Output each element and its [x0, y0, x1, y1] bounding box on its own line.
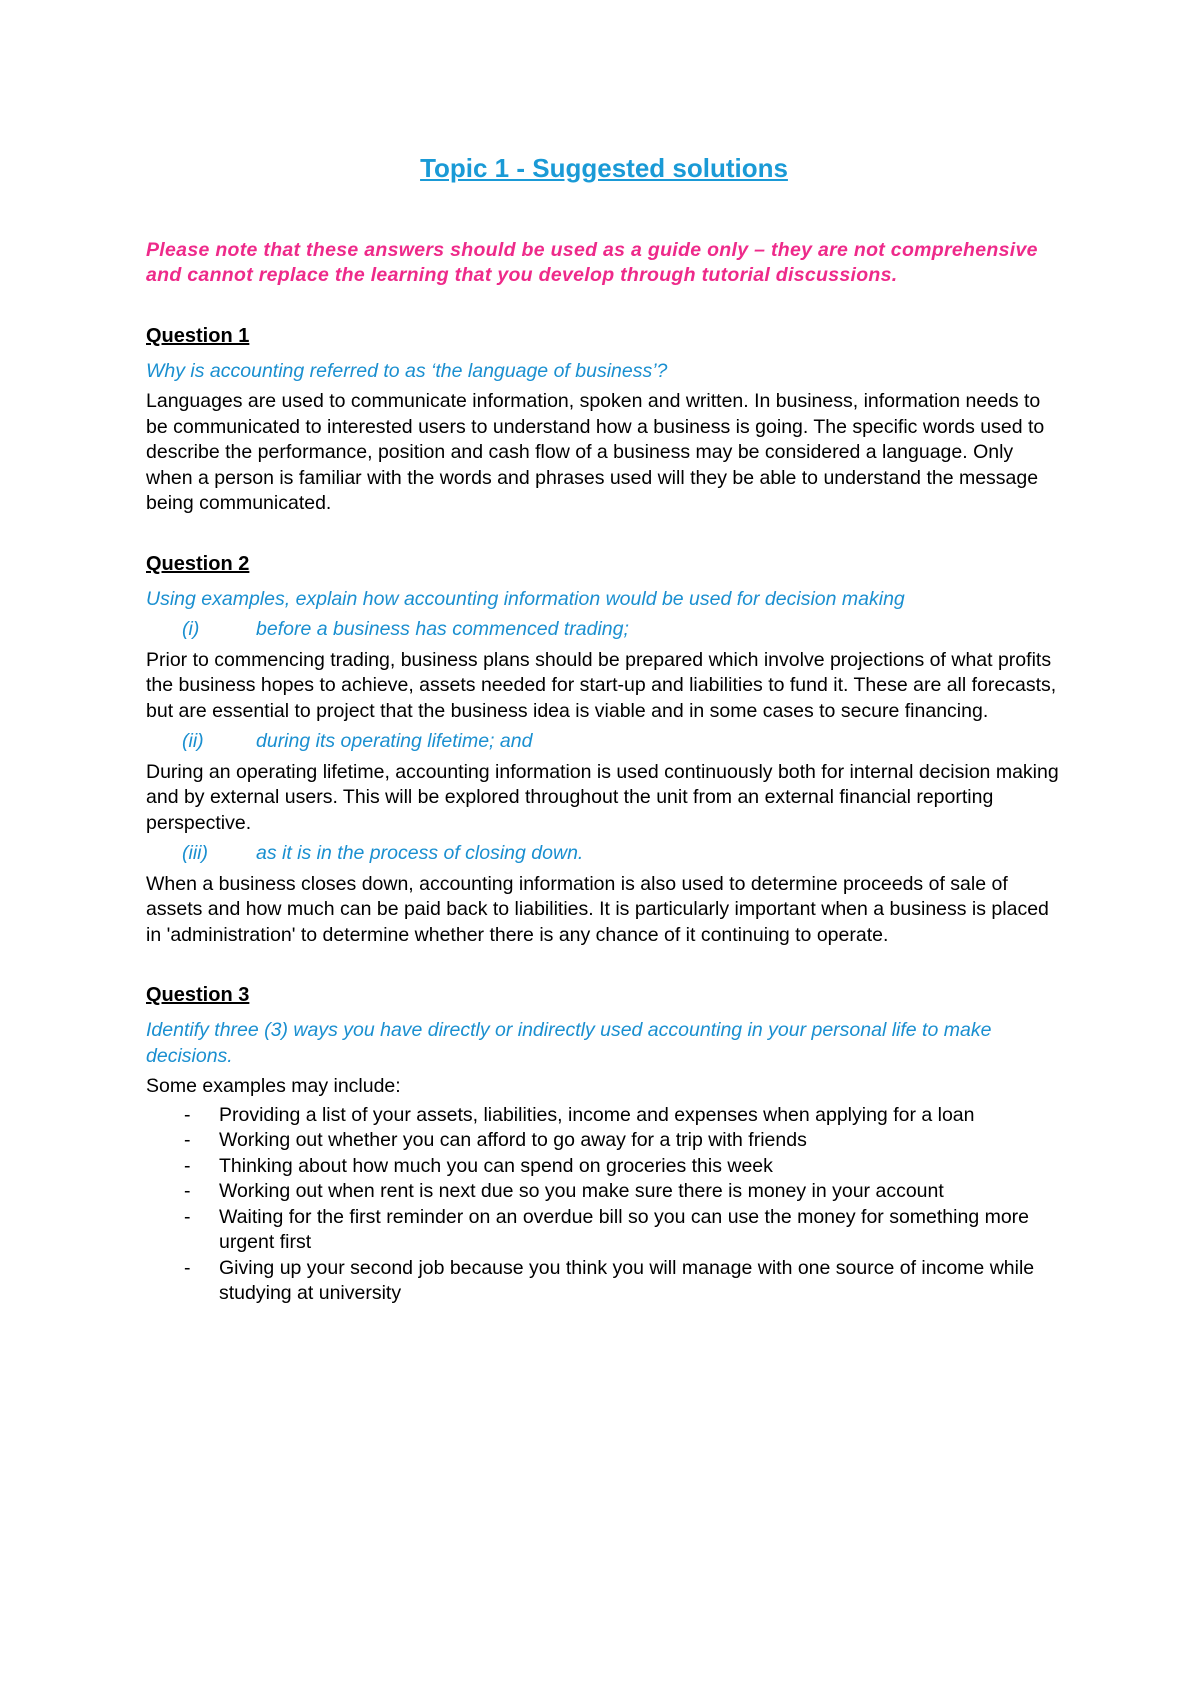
question-1-answer: Languages are used to communicate information, spoken and written. In business, information needs to be communicated to interested users to understand how a business is going. The specific words used to describe the performance, position and cash flow of a business may be considered a language. Only when a person is familiar with the words and phrases used will they be able to understand the message being communicated. [146, 390, 1045, 515]
question-2-part-ii-answer: During an operating lifetime, accounting information is used continuously both for internal decision making and by external users. This will be explored throughout the unit from an external financial reporting perspective. [146, 760, 1059, 834]
question-2-part-i-prompt [146, 617, 1062, 643]
question-2-part-i-answer: Prior to commencing trading, business plans should be prepared which involve projections of what profits the business hopes to achieve, assets needed for start-up and liabilities to fund it. These are all forecasts, but are essential to project that the business idea is viable and in some cases to secure financing. [146, 648, 1057, 722]
bullet-dash: - [184, 1256, 191, 1279]
question-1-prompt: Why is accounting referred to as ‘the language of business’? [146, 359, 668, 382]
bullet-dash: - [184, 1129, 191, 1152]
question-2-part-ii-prompt [146, 729, 1062, 755]
question-2-prompt: Using examples, explain how accounting information would be used for decision making [146, 587, 905, 610]
list-item [146, 1179, 1062, 1205]
part-number: (ii) [182, 730, 204, 753]
bullet-dash: - [184, 1180, 191, 1203]
question-1-section [146, 323, 1062, 517]
part-number: (iii) [182, 842, 208, 865]
list-item-text: Waiting for the first reminder on an overdue bill so you can use the money for something more urgent first [219, 1205, 1030, 1254]
list-item-text: Working out whether you can afford to go away for a trip with friends [219, 1129, 807, 1152]
bullet-dash: - [184, 1205, 191, 1228]
part-prompt-text: as it is in the process of closing down. [256, 842, 584, 865]
list-item-text: Thinking about how much you can spend on groceries this week [219, 1154, 773, 1177]
question-2-heading: Question 2 [146, 552, 250, 575]
question-1-heading: Question 1 [146, 324, 250, 347]
question-3-intro: Some examples may include: [146, 1075, 401, 1098]
bullet-dash: - [184, 1103, 191, 1126]
list-item-text: Providing a list of your assets, liabilities, income and expenses when applying for a loan [219, 1103, 975, 1126]
disclaimer-note: Please note that these answers should be used as a guide only – they are not comprehensive and cannot replace the learning that you develop through tutorial discussions. [146, 238, 1038, 287]
part-prompt-text: during its operating lifetime; and [256, 730, 533, 753]
list-item [146, 1205, 1062, 1256]
part-number: (i) [182, 618, 200, 641]
question-3-heading: Question 3 [146, 984, 250, 1007]
question-3-section [146, 982, 1062, 1307]
question-2-part-iii-prompt [146, 841, 1062, 867]
question-3-prompt: Identify three (3) ways you have directly or indirectly used accounting in your personal life to make decisions. [146, 1019, 992, 1067]
bullet-dash: - [184, 1154, 191, 1177]
list-item-text: Working out when rent is next due so you make sure there is money in your account [219, 1180, 944, 1203]
question-2-section [146, 551, 1062, 949]
list-item [146, 1154, 1062, 1180]
part-prompt-text: before a business has commenced trading; [256, 618, 629, 641]
examples-list [146, 1103, 1062, 1307]
list-item-text: Giving up your second job because you think you will manage with one source of income while studying at university [219, 1256, 1035, 1305]
page-title: Topic 1 - Suggested solutions [420, 153, 788, 183]
question-2-part-iii-answer: When a business closes down, accounting information is also used to determine proceeds of sale of assets and how much can be paid back to liabilities. It is particularly important when a business is placed in 'administration' to determine whether there is any chance of it continuing to operate. [146, 872, 1049, 946]
list-item [146, 1128, 1062, 1154]
list-item [146, 1103, 1062, 1129]
list-item [146, 1256, 1062, 1307]
